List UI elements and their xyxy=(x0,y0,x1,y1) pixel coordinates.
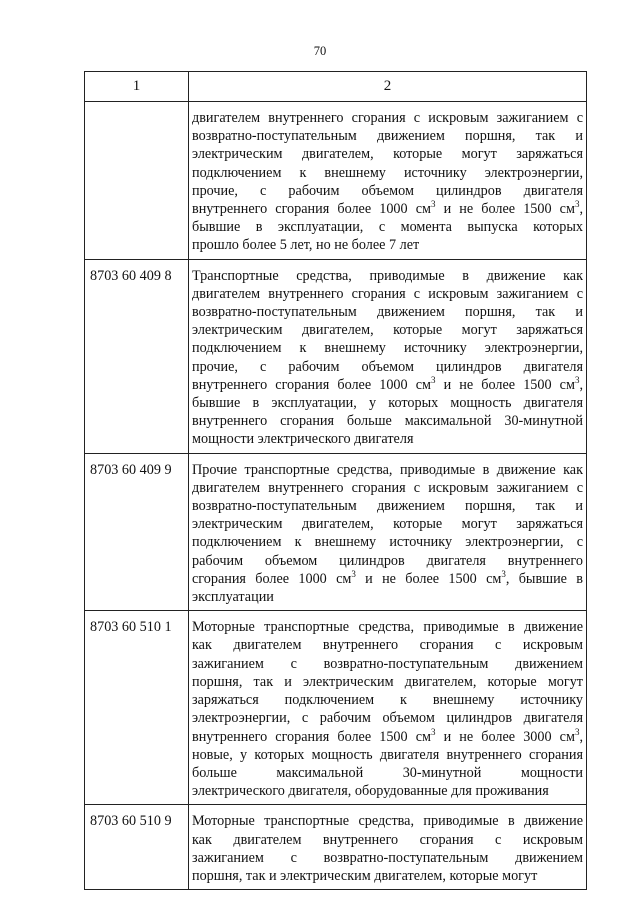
column-header-description: 2 xyxy=(189,72,587,102)
description-line: больше максимальной 30-минутной мощности xyxy=(192,764,583,781)
description-line: внутреннего сгорания более 1500 $см^3$ и не более 3000 $см^3$, xyxy=(192,727,583,745)
table-body xyxy=(85,102,587,890)
description-line: рабочим объемом цилиндров двигателя внутреннего xyxy=(192,552,583,569)
row-code-cell: 8703 60 510 1 xyxy=(85,611,189,805)
description-line: поршня, так и электрическим двигателем, которые могут xyxy=(192,867,538,884)
description-line: электрическим двигателем, которые могут заряжаться xyxy=(192,146,583,163)
description-line: электроэнергии, с рабочим объемом цилиндров двигателя xyxy=(192,710,583,727)
table-row xyxy=(85,259,587,453)
description-line: бывшие в эксплуатации, с момента выпуска которых xyxy=(192,219,583,236)
description-line: Транспортные средства, приводимые в движение как xyxy=(192,267,583,284)
row-description-cell xyxy=(189,805,587,890)
tariff-table xyxy=(84,71,587,890)
description-line: двигателем внутреннего сгорания с искровым зажиганием с xyxy=(192,285,583,302)
description-line: новые, у которых мощность двигателя внутреннего сгорания xyxy=(192,746,583,763)
description-line: заряжаться подключением к внешнему источнику xyxy=(192,692,583,709)
description-line: возвратно-поступательным движением поршня, так и xyxy=(192,128,583,145)
description-line: сгорания более 1000 $см^3$ и не более 1500 $см^3$, бывшие в xyxy=(192,569,583,587)
table-row xyxy=(85,805,587,890)
description-line: как двигателем внутреннего сгорания с искровым xyxy=(192,831,583,848)
row-description-cell xyxy=(189,453,587,611)
description-line: электрического двигателя, оборудованные для проживания xyxy=(192,783,549,800)
description-line: Моторные транспортные средства, приводимые в движение xyxy=(192,619,583,636)
description-line: поршня, так и электрическим двигателем, которые могут xyxy=(192,673,583,690)
row-code-cell: 8703 60 510 9 xyxy=(85,805,189,890)
description-line: возвратно-поступательным движением поршня, так и xyxy=(192,498,583,515)
description-line: прочие, с рабочим объемом цилиндров двигателя xyxy=(192,182,583,199)
row-description-cell xyxy=(189,259,587,453)
description-line: внутреннего сгорания больше максимальной 30-минутной xyxy=(192,413,583,430)
column-header-code: 1 xyxy=(85,72,189,102)
table-row xyxy=(85,102,587,260)
description-line: прочие, с рабочим объемом цилиндров двигателя xyxy=(192,358,583,375)
description-line: возвратно-поступательным движением поршня, так и xyxy=(192,304,583,321)
description-line: зажиганием с возвратно-поступательным движением xyxy=(192,655,583,672)
description-line: прошло более 5 лет, но не более 7 лет xyxy=(192,237,420,254)
table-row xyxy=(85,453,587,611)
row-code-cell: 8703 60 409 9 xyxy=(85,453,189,611)
description-line: внутреннего сгорания более 1000 $см^3$ и не более 1500 $см^3$, xyxy=(192,375,583,393)
row-code-cell: 8703 60 409 8 xyxy=(85,259,189,453)
row-description-cell xyxy=(189,611,587,805)
description-line: Моторные транспортные средства, приводимые в движение xyxy=(192,813,583,830)
description-line: электрическим двигателем, которые могут заряжаться xyxy=(192,322,583,339)
description-line: внутреннего сгорания более 1000 $см^3$ и не более 1500 $см^3$, xyxy=(192,200,583,218)
description-line: бывшие в эксплуатации, у которых мощность двигателя xyxy=(192,395,583,412)
description-line: подключением к внешнему источнику электроэнергии, xyxy=(192,164,583,181)
description-line: Прочие транспортные средства, приводимые в движение как xyxy=(192,461,583,478)
table-header-row xyxy=(85,72,587,102)
description-line: электрическим двигателем, которые могут заряжаться xyxy=(192,516,583,533)
description-line: двигателем внутреннего сгорания с искровым зажиганием с xyxy=(192,110,583,126)
row-description-cell xyxy=(189,102,587,260)
description-line: мощности электрического двигателя xyxy=(192,431,414,448)
description-line: двигателем внутреннего сгорания с искровым зажиганием с xyxy=(192,479,583,496)
description-line: как двигателем внутреннего сгорания с искровым xyxy=(192,637,583,654)
table-row xyxy=(85,611,587,805)
row-code-cell xyxy=(85,102,189,260)
description-line: эксплуатации xyxy=(192,589,274,606)
description-line: зажиганием с возвратно-поступательным движением xyxy=(192,849,583,866)
description-line: подключением к внешнему источнику электроэнергии, с xyxy=(192,534,583,551)
description-line: подключением к внешнему источнику электроэнергии, xyxy=(192,340,583,357)
page-number: 70 xyxy=(313,44,327,58)
